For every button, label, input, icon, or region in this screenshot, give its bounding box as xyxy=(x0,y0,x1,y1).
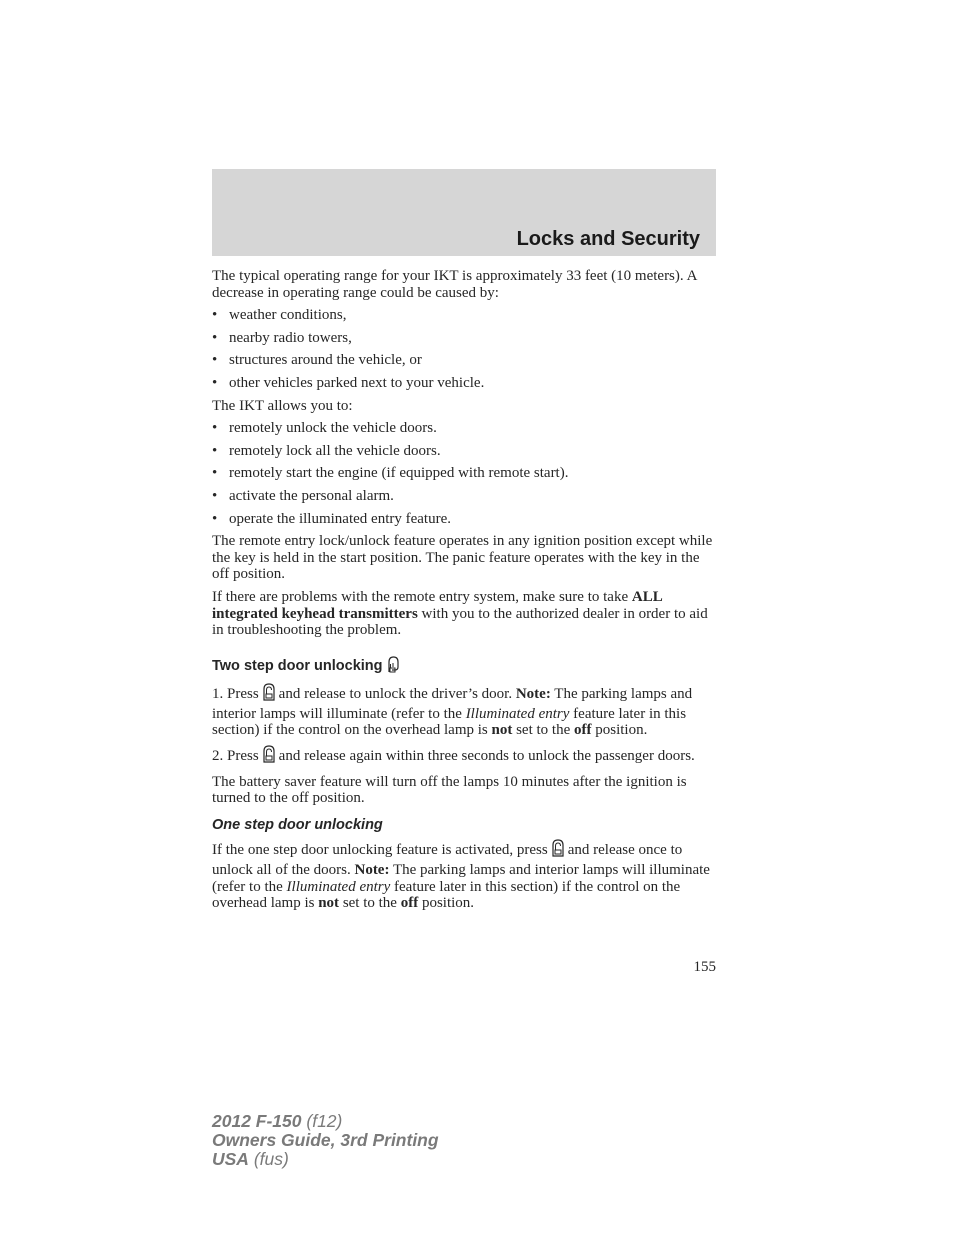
two-step-step2: 2. Press and release again within three seconds to unlock the passenger doors. xyxy=(212,745,718,768)
footer-line-guide: Owners Guide, 3rd Printing xyxy=(212,1130,439,1150)
list-item: • remotely unlock the vehicle doors. xyxy=(212,420,437,437)
list-item: • weather conditions, xyxy=(212,307,347,324)
allows-intro: The IKT allows you to: xyxy=(212,397,353,414)
unlock-key-icon xyxy=(551,839,565,862)
unlock-key-icon xyxy=(262,683,276,706)
bullet: • xyxy=(212,329,218,346)
bullet: • xyxy=(212,420,218,437)
ikt-features-list xyxy=(212,420,718,527)
list-item: • operate the illuminated entry feature. xyxy=(212,510,451,527)
two-step-heading: Two step door unlocking xyxy=(212,655,718,678)
bullet: • xyxy=(212,487,218,504)
section-title: Locks and Security xyxy=(516,228,700,250)
list-item: • remotely start the engine (if equipped with remote start). xyxy=(212,465,569,482)
footer-line-model: 2012 F-150 (f12) xyxy=(212,1111,343,1131)
section-header-band xyxy=(212,169,716,256)
intro-paragraph: The typical operating range for your IKT is approximately 33 feet (10 meters). A decrease in operating range could be caused by: xyxy=(212,268,697,301)
page-body xyxy=(212,268,718,918)
list-item: • nearby radio towers, xyxy=(212,329,352,346)
battery-saver-paragraph: The battery saver feature will turn off the lamps 10 minutes after the ignition is turned to the off position. xyxy=(212,773,687,807)
document-footer xyxy=(212,1112,439,1169)
bullet: • xyxy=(212,352,218,369)
bullet: • xyxy=(212,510,218,527)
footer-line-market: USA (fus) xyxy=(212,1149,289,1169)
bullet: • xyxy=(212,442,218,459)
bullet: • xyxy=(212,465,218,482)
bullet: • xyxy=(212,307,218,324)
remote-entry-paragraph: The remote entry lock/unlock feature operates in any ignition position except while the key is held in the start position. The panic feature operates with the key in the off position. xyxy=(212,533,713,583)
page-number: 155 xyxy=(693,959,716,975)
one-step-heading: One step door unlocking xyxy=(212,816,383,833)
one-step-paragraph: If the one step door unlocking feature is activated, press and release once to unlock all of the doors. Note: The parking lamps and interior lamps will illuminate (refer to the Illuminated entry feature later in this section) if the control on the overhead lamp is not set to the off position. xyxy=(212,839,718,911)
two-step-step1: 1. Press and release to unlock the driver’s door. Note: The parking lamps and interior lamps will illuminate (refer to the Illuminated entry feature later in this section) if the control on the overhead lamp is not set to the off position. xyxy=(212,683,718,739)
bullet: • xyxy=(212,374,218,391)
unlock-key-icon xyxy=(386,655,400,678)
list-item: • activate the personal alarm. xyxy=(212,487,394,504)
list-item: • structures around the vehicle, or xyxy=(212,352,422,369)
problems-paragraph: If there are problems with the remote entry system, make sure to take ALL integrated keyhead transmitters with you to the authorized dealer in order to aid in troubleshooting the problem. xyxy=(212,588,708,639)
list-item: • remotely lock all the vehicle doors. xyxy=(212,442,441,459)
unlock-key-icon xyxy=(262,745,276,768)
range-factors-list xyxy=(212,307,718,391)
list-item: • other vehicles parked next to your vehicle. xyxy=(212,374,485,391)
